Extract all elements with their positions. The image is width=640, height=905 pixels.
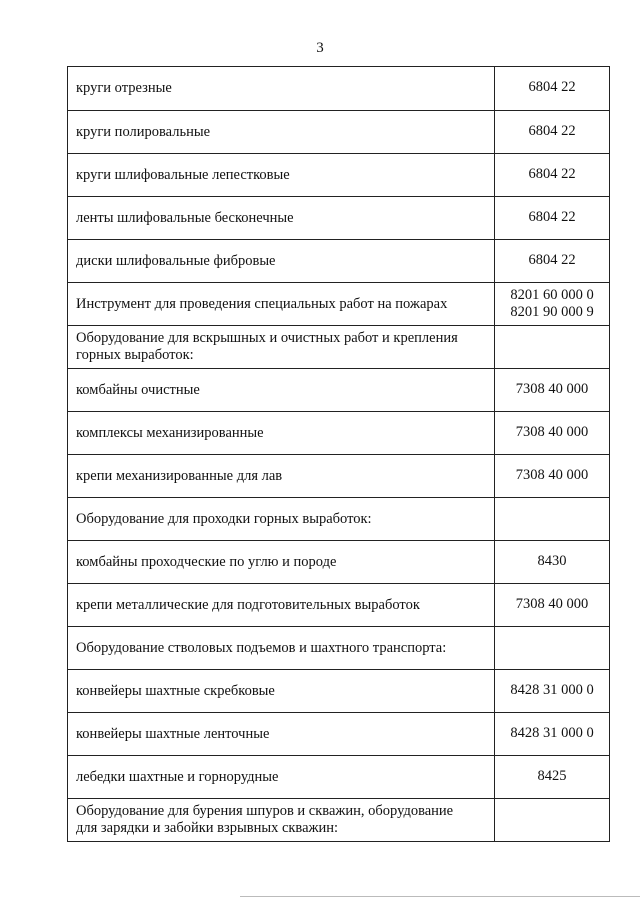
table-row xyxy=(68,197,610,240)
table-row xyxy=(68,713,610,756)
item-name: крепи металлические для подготовительных выработок xyxy=(68,584,495,627)
item-code: 7308 40 000 xyxy=(495,412,610,455)
section-heading xyxy=(68,799,495,842)
table-row xyxy=(68,111,610,154)
table-row xyxy=(68,154,610,197)
page-number: 3 xyxy=(316,40,324,56)
item-code: 8428 31 000 0 xyxy=(495,713,610,756)
item-code: 6804 22 xyxy=(495,197,610,240)
item-code-empty xyxy=(495,627,610,670)
section-heading-line: горных выработок: xyxy=(76,347,194,363)
table-row xyxy=(68,627,610,670)
item-name: лебедки шахтные и горнорудные xyxy=(68,756,495,799)
item-code-line: 8201 90 000 9 xyxy=(510,304,594,320)
item-name: ленты шлифовальные бесконечные xyxy=(68,197,495,240)
table-row xyxy=(68,412,610,455)
item-name: комбайны проходческие по углю и породе xyxy=(68,541,495,584)
table-row xyxy=(68,240,610,283)
scan-edge-line xyxy=(240,896,640,897)
item-name: диски шлифовальные фибровые xyxy=(68,240,495,283)
table-row xyxy=(68,756,610,799)
section-heading-line: Оборудование для бурения шпуров и скважин, оборудование xyxy=(76,803,454,819)
item-name: крепи механизированные для лав xyxy=(68,455,495,498)
item-code: 8428 31 000 0 xyxy=(495,670,610,713)
table-row xyxy=(68,670,610,713)
table-row xyxy=(68,67,610,111)
section-heading-line: для зарядки и забойки взрывных скважин: xyxy=(76,820,339,836)
table-row xyxy=(68,455,610,498)
table-row xyxy=(68,283,610,326)
item-name: конвейеры шахтные ленточные xyxy=(68,713,495,756)
table-row xyxy=(68,541,610,584)
item-code: 8430 xyxy=(495,541,610,584)
item-name: конвейеры шахтные скребковые xyxy=(68,670,495,713)
table-row xyxy=(68,369,610,412)
section-heading-line: Оборудование для вскрышных и очистных работ и крепления xyxy=(76,330,458,346)
table-row xyxy=(68,498,610,541)
item-name: круги отрезные xyxy=(68,67,495,111)
item-code xyxy=(495,283,610,326)
item-code: 6804 22 xyxy=(495,111,610,154)
item-code: 7308 40 000 xyxy=(495,455,610,498)
item-code: 6804 22 xyxy=(495,67,610,111)
classification-table xyxy=(67,66,610,842)
section-heading xyxy=(68,326,495,369)
item-name: круги полировальные xyxy=(68,111,495,154)
item-code-empty xyxy=(495,498,610,541)
table-row xyxy=(68,584,610,627)
item-code: 6804 22 xyxy=(495,154,610,197)
item-name: комбайны очистные xyxy=(68,369,495,412)
item-code-empty xyxy=(495,326,610,369)
item-code-empty xyxy=(495,799,610,842)
section-heading: Оборудование стволовых подъемов и шахтного транспорта: xyxy=(68,627,495,670)
item-code: 7308 40 000 xyxy=(495,584,610,627)
item-name: комплексы механизированные xyxy=(68,412,495,455)
item-name: круги шлифовальные лепестковые xyxy=(68,154,495,197)
item-code: 6804 22 xyxy=(495,240,610,283)
table-row xyxy=(68,799,610,842)
table-row xyxy=(68,326,610,369)
item-code: 7308 40 000 xyxy=(495,369,610,412)
item-code-line: 8201 60 000 0 xyxy=(510,287,594,303)
item-code: 8425 xyxy=(495,756,610,799)
section-heading: Оборудование для проходки горных выработок: xyxy=(68,498,495,541)
item-name: Инструмент для проведения специальных работ на пожарах xyxy=(68,283,495,326)
